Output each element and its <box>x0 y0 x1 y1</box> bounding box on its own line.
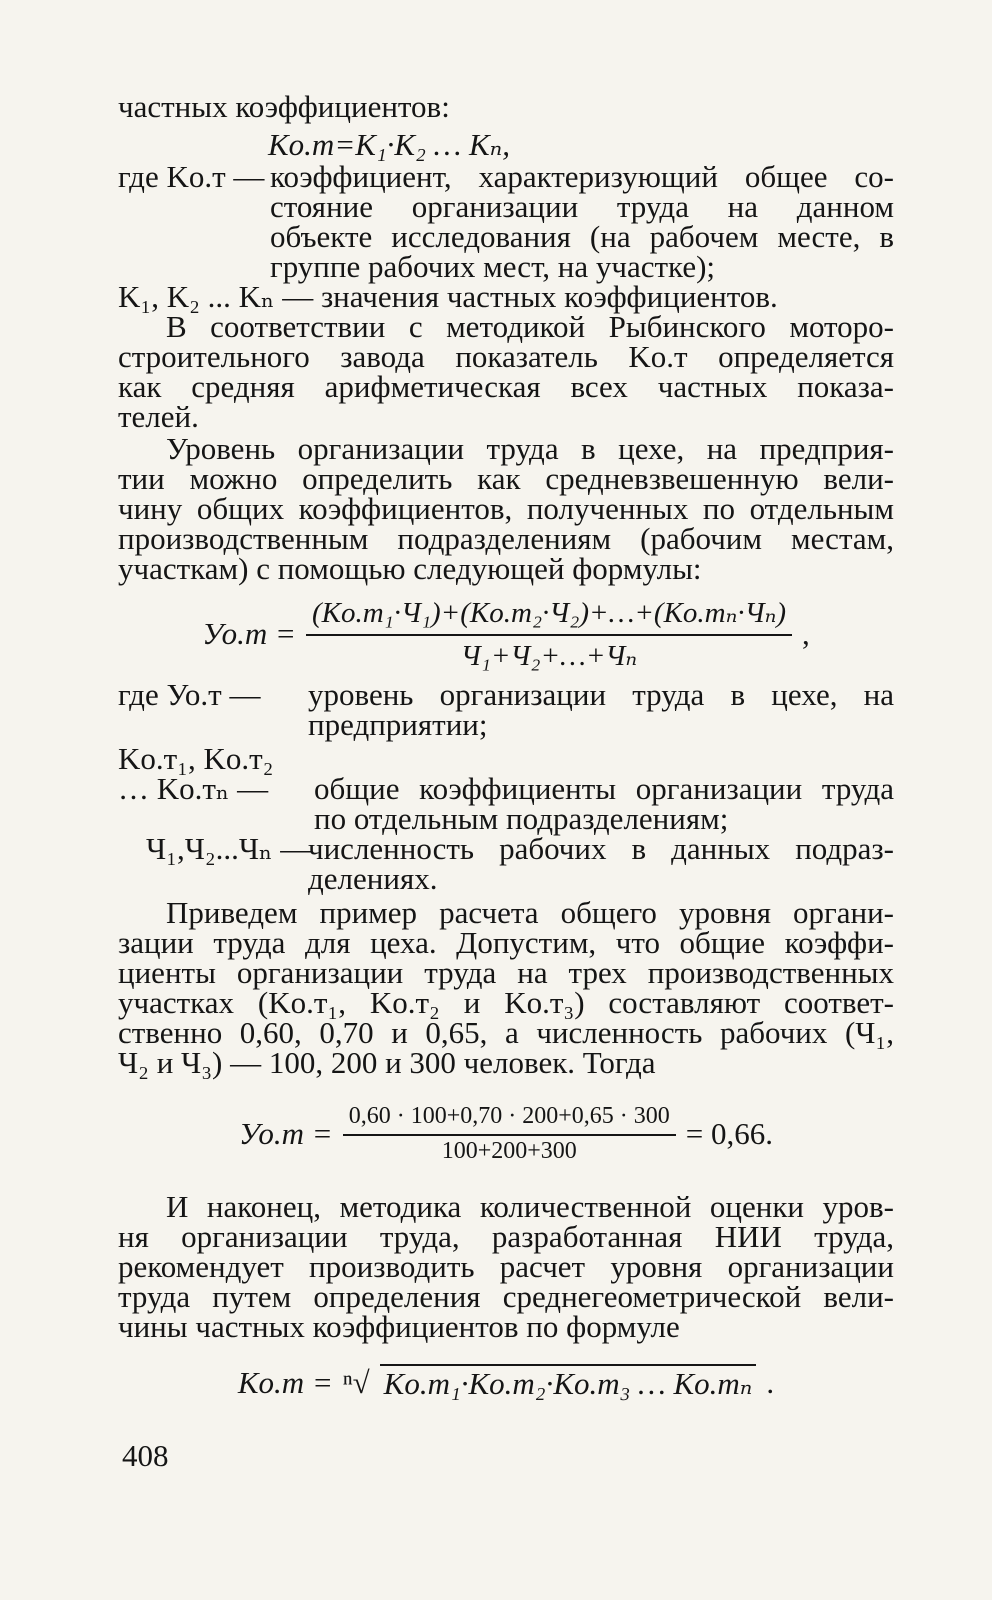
formula-tail: . <box>766 1365 775 1400</box>
definition-kotn <box>118 771 894 836</box>
formula-geometric-mean <box>118 1358 894 1408</box>
page-text <box>118 78 894 1408</box>
text-line: чины частных коэффициентов по формуле <box>118 1309 680 1344</box>
text-line: ственно 0,60, 0,70 и 0,65, а численность рабочих (Ч₁, <box>118 1015 894 1050</box>
fraction-denominator: Ч₁+Ч₂+…+Чₙ <box>460 640 638 672</box>
text-line: ня организации труда, разработанная НИИ труда, <box>118 1219 894 1254</box>
definition-kot <box>118 159 894 284</box>
text-line: участках (Kо.т₁, Kо.т₂ и Kо.т₃) составляют соответ- <box>118 985 894 1020</box>
definition-k1kn: K₁, K₂ ... Kₙ — значения частных коэффициентов. <box>118 279 778 314</box>
fraction-denominator: 100+200+300 <box>441 1138 577 1164</box>
text-line: строительного завода показатель Kо.т определяется <box>118 339 894 374</box>
formula-lhs: Уо.т = <box>239 1116 333 1151</box>
text-line: группе рабочих мест, на участке); <box>270 249 716 284</box>
page-number: 408 <box>122 1438 169 1473</box>
formula-lhs: Уо.т = <box>202 616 296 651</box>
text-line: В соответствии с методикой Рыбинского моторо- <box>166 309 894 344</box>
formula-lhs: Kо.т = <box>237 1365 333 1400</box>
text-line: численность рабочих в данных подраз- <box>308 831 894 866</box>
text-line: труда путем определения среднегеометрической вели- <box>118 1279 894 1314</box>
text-line: по отдельным подразделениям; <box>314 801 729 836</box>
definition-body <box>270 159 894 284</box>
definition-body <box>308 677 894 742</box>
text-line: И наконец, методика количественной оценки уров- <box>166 1189 894 1224</box>
text-line: рекомендует производить расчет уровня организации <box>118 1249 894 1284</box>
radicand: Kо.т₁·Kо.т₂·Kо.т₃ … Kо.тₙ <box>380 1364 757 1402</box>
formula-product: Kо.т=K₁·K₂ … Kₙ, <box>268 127 510 162</box>
text-line: Уровень организации труда в цехе, на предприя- <box>166 431 894 466</box>
text-line: стояние организации труда на данном <box>270 189 894 224</box>
formula-result: = 0,66. <box>685 1116 773 1151</box>
formula-weighted-average <box>118 594 894 674</box>
text-line: уровень организации труда в цехе, на <box>308 677 894 712</box>
text-line: предприятии; <box>308 707 488 742</box>
text-line: как средняя арифметическая всех частных показа- <box>118 369 894 404</box>
text-line: циенты организации труда на трех производственных <box>118 955 894 990</box>
text-line: общие коэффициенты организации труда <box>314 771 894 806</box>
text-line: зации труда для цеха. Допустим, что общие коэффи- <box>118 925 894 960</box>
text-line: чину общих коэффициентов, полученных по отдельным <box>118 491 894 526</box>
text-line: телей. <box>118 399 199 434</box>
definition-term: Kо.т₁, Kо.т₂ <box>118 741 274 776</box>
fraction <box>306 595 792 673</box>
text-line: частных коэффициентов: <box>118 89 450 124</box>
definition-body <box>308 831 894 896</box>
text-line: тии можно определить как средневзвешенную вели- <box>118 461 894 496</box>
fraction-numerator: 0,60 · 100+0,70 · 200+0,65 · 300 <box>343 1103 676 1136</box>
text-line: Ч₂ и Ч₃) — 100, 200 и 300 человек. Тогда <box>118 1045 656 1080</box>
definition-term: Ч₁,Ч₂...Чₙ — <box>146 831 312 866</box>
root-sign: ⁿ√ <box>342 1365 370 1400</box>
text-line: Приведем пример расчета общего уровня органи- <box>166 895 894 930</box>
definition-term: … Kо.тₙ — <box>118 771 269 806</box>
text-line: объекте исследования (на рабочем месте, в <box>270 219 894 254</box>
definition-body <box>314 771 894 836</box>
text-line: участкам) с помощью следующей формулы: <box>118 551 702 586</box>
text-line: производственным подразделениям (рабочим местам, <box>118 521 894 556</box>
formula-example <box>118 1092 894 1176</box>
definition-term: где Уо.т — <box>118 677 261 712</box>
formula-tail: , <box>802 616 810 651</box>
fraction-numerator: (Kо.т₁·Ч₁)+(Kо.т₂·Ч₂)+…+(Kо.тₙ·Чₙ) <box>306 595 792 636</box>
definition-uot <box>118 677 894 742</box>
definition-term: где Kо.т — <box>118 159 265 194</box>
text-line: коэффициент, характеризующий общее со- <box>270 159 894 194</box>
fraction <box>343 1103 676 1165</box>
definition-ch <box>118 831 894 896</box>
text-line: делениях. <box>308 861 438 896</box>
